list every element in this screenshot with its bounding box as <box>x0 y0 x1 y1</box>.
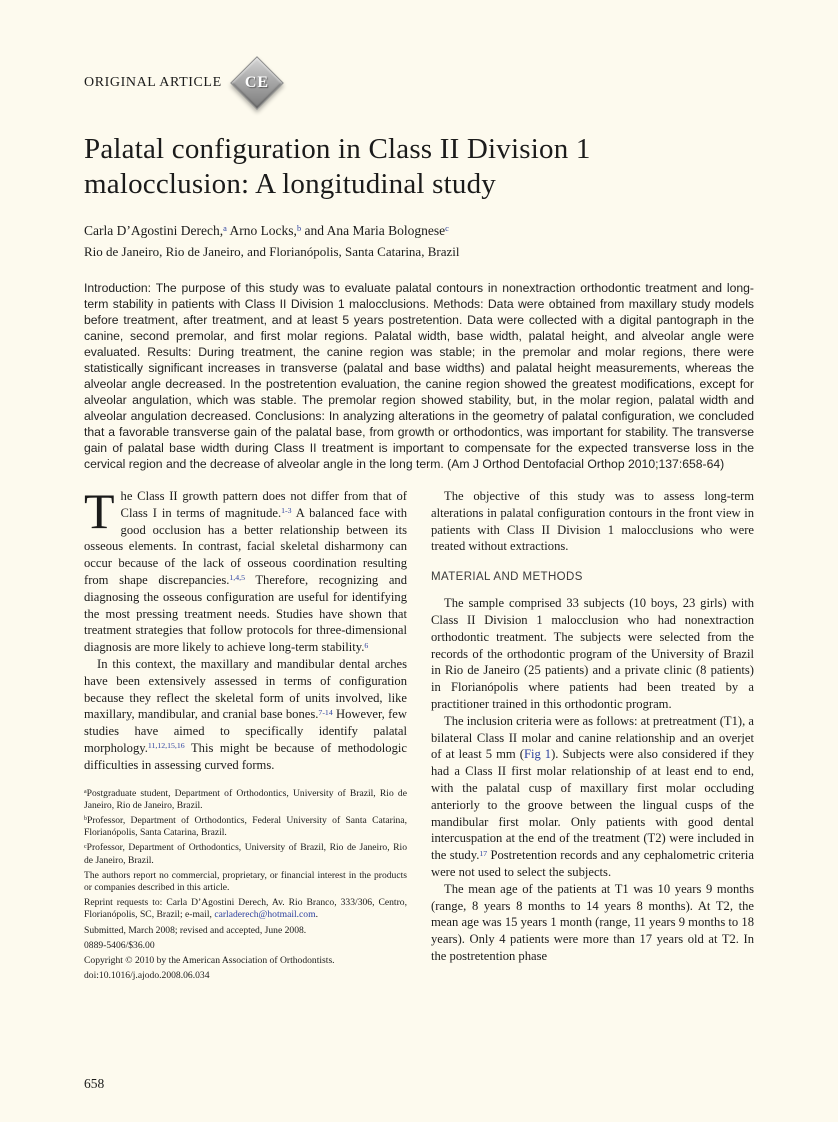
text-run: Professor, Department of Orthodontics, Federal University of Santa Catarina, Florianópolis, Santa Catarina, Brazil. <box>84 814 407 839</box>
text-run: The objective of this study was to assess long-term alterations in palatal configuration contours in the front view in patients with Class II Division 1 malocclusions who were treated without extractions. <box>431 489 754 554</box>
reference-link[interactable]: 11,12,15,16 <box>147 741 185 751</box>
reference-link[interactable]: 1,4,5 <box>229 573 245 583</box>
reference-link[interactable]: b <box>296 224 302 234</box>
text-run: Postgraduate student, Department of Orthodontics, University of Brazil, Rio de Janeiro, Rio de Janeiro, Brazil. <box>84 787 407 811</box>
footnote-reprint-requests <box>84 897 407 921</box>
ce-badge-text: CE <box>244 74 269 91</box>
footnote-disclosure <box>84 870 407 894</box>
article-title: Palatal configuration in Class II Division 1 malocclusion: A longitudinal study <box>84 133 591 200</box>
footnotes <box>84 788 407 983</box>
paragraph-intro-2 <box>84 656 407 774</box>
text-run: Copyright © 2010 by the American Association of Orthodontists. <box>84 954 335 966</box>
text-run: This might be because of methodologic difficulties in assessing curved forms. <box>84 740 407 772</box>
dropcap: T <box>84 483 115 539</box>
section-heading-material-and-methods: MATERIAL AND METHODS <box>431 571 583 584</box>
figure-1-link[interactable]: Fig 1 <box>523 747 552 762</box>
text-run: Arno Locks, <box>226 223 297 238</box>
right-column <box>431 488 754 985</box>
text-run: However, few studies have aimed to specifically identify palatal morphology. <box>84 707 407 755</box>
affiliation-line: Rio de Janeiro, Rio de Janeiro, and Florianópolis, Santa Catarina, Brazil <box>84 244 460 259</box>
paragraph-inclusion-criteria <box>431 713 754 881</box>
text-run: a <box>84 788 87 795</box>
text-run: 0889-5406/$36.00 <box>84 939 155 951</box>
text-run: . <box>315 909 318 921</box>
footnote-author-a <box>84 788 407 812</box>
reference-link[interactable]: c <box>445 224 449 234</box>
text-run: he Class II growth pattern does not differ from that of Class I in terms of magnitude. <box>120 489 407 520</box>
paragraph-objective <box>431 488 754 555</box>
text-run: A balanced face with good occlusion has a better relationship between its osseous elements. In contrast, facial skeletal disharmony can occur because of the lack of osseous coordination resulting from shape discrepancies. <box>84 505 407 587</box>
text-run: Carla D’Agostini Derech, <box>84 223 224 238</box>
text-run: The sample comprised 33 subjects (10 boys, 23 girls) with Class II Division 1 malocclusion who had nonextraction orthodontic treatment. The subjects were selected from the records of the orthodontic program of the University of Brazil in Rio de Janeiro (25 patients) and a private clinic (8 patients) in Florianópolis where patients had been treated by a practitioner trained in this orthodontic program. <box>431 596 754 711</box>
paragraph-sample <box>431 595 754 713</box>
paragraph-text <box>84 483 407 655</box>
text-run: c <box>84 843 87 850</box>
text-run: Submitted, March 2008; revised and accepted, June 2008. <box>84 924 307 936</box>
abstract: Introduction: The purpose of this study was to evaluate palatal contours in nonextraction orthodontic treatment and long-term stability in patients with Class II Division 1 malocclusions. Methods: Data were obtained from maxillary study models before treatment, after treatment, and at least 5 years postretention. Data were collected with a digital pantograph in the canine, second premolar, and first molar regions. Palatal width, base width, palatal height, and alveolar angle were evaluated. Results: During treatment, the canine region was stable; in the premolar and molar regions, there were statistically significant increases in transverse (palatal and base widths) and palatal height measurements, whereas the alveolar angle decreased. In the postretention evaluation, the canine region showed the greatest modifications, except for alveolar angulation, which was stable. The premolar region showed stability, but, in the molar region, palatal width and alveolar angulation decreased. Conclusions: In analyzing alterations in the geometry of palatal configuration, we concluded that a favorable transverse gain of the palatal base, from growth or orthodontics, was important for stability. The transverse gain of palatal base width during Class II treatment is important to compensate for the expected transverse loss in the cervical region and the decrease of alveolar angle in the long term. (Am J Orthod Dentofacial Orthop 2010;137:658-64) <box>84 281 754 471</box>
article-header <box>84 56 754 110</box>
text-run: ). Subjects were also considered if they had a Class II first molar relationship of at least end to end, with the palatal cusp of maxillary first molar occluding anteriorly to the groove between the lingual cusps of the mandibular first molar. Only patients with good dental intercuspation at the end of the treatment (T2) were included in the study. <box>431 747 755 863</box>
left-column <box>84 483 407 985</box>
ce-badge <box>222 56 276 110</box>
text-run: In this context, the maxillary and mandibular dental arches have been extensively assessed in terms of configuration because they reflect the skeletal form of units involved, like maxillary, mandibular, and cranial base bones. <box>84 656 407 722</box>
footnote-author-b <box>84 815 407 839</box>
paragraph-mean-age <box>431 881 754 965</box>
text-run: Reprint requests to: Carla D’Agostini Derech, Av. Rio Branco, 333/306, Centro, Florianópolis, SC, Brazil; e-mail, <box>84 897 407 921</box>
footnote-copyright <box>84 955 407 967</box>
text-run: Therefore, recognizing and diagnosing the osseous configuration are useful for identifying the most pressing treatment needs. Studies have shown that treatment strategies that follow protocols for three-dimensional diagnosis are more likely to achieve long-term stability. <box>84 572 407 655</box>
reference-link[interactable]: 7-14 <box>318 707 333 717</box>
text-run: b <box>84 816 87 823</box>
text-run: doi:10.1016/j.ajodo.2008.06.034 <box>84 970 210 982</box>
reference-link[interactable]: a <box>223 224 227 234</box>
page-number: 658 <box>84 1076 105 1091</box>
reference-link[interactable]: 17 <box>479 848 488 858</box>
reference-link[interactable]: 1-3 <box>281 506 292 516</box>
author-line <box>84 222 754 240</box>
reference-link[interactable]: 6 <box>364 640 369 650</box>
text-run: The mean age of the patients at T1 was 10 years 9 months (range, 8 years 8 months to 14 years 8 months). At T2, the mean age was 15 years 1 month (range, 11 years 9 months to 18 years). Only 4 patients were more than 17 years old at T2. In the postretention phase <box>431 881 754 963</box>
paragraph-intro-1 <box>84 483 407 656</box>
text-run: Professor, Department of Orthodontics, University of Brazil, Rio de Janeiro, Rio de Janeiro, Brazil. <box>84 842 407 866</box>
ce-badge-diamond-icon <box>230 56 284 110</box>
article-body <box>84 483 755 985</box>
footnote-author-c <box>84 842 407 866</box>
text-run: Postretention records and any cephalometric criteria were not used to select the subjects. <box>431 848 754 879</box>
text-run: and Ana Maria Bolognese <box>301 223 446 238</box>
footnote-doi <box>84 970 407 982</box>
email-link[interactable]: carladerech@hotmail.com <box>214 909 316 921</box>
footnote-issn-price <box>84 940 407 952</box>
text-run: The authors report no commercial, proprietary, or financial interest in the products or companies described in this article. <box>84 869 407 893</box>
text-run: The inclusion criteria were as follows: at pretreatment (T1), a bilateral Class II molar and canine relationship and an overjet of at least 5 mm ( <box>431 713 754 762</box>
article-type-label: ORIGINAL ARTICLE <box>84 75 222 90</box>
footnote-submission-dates <box>84 925 407 937</box>
